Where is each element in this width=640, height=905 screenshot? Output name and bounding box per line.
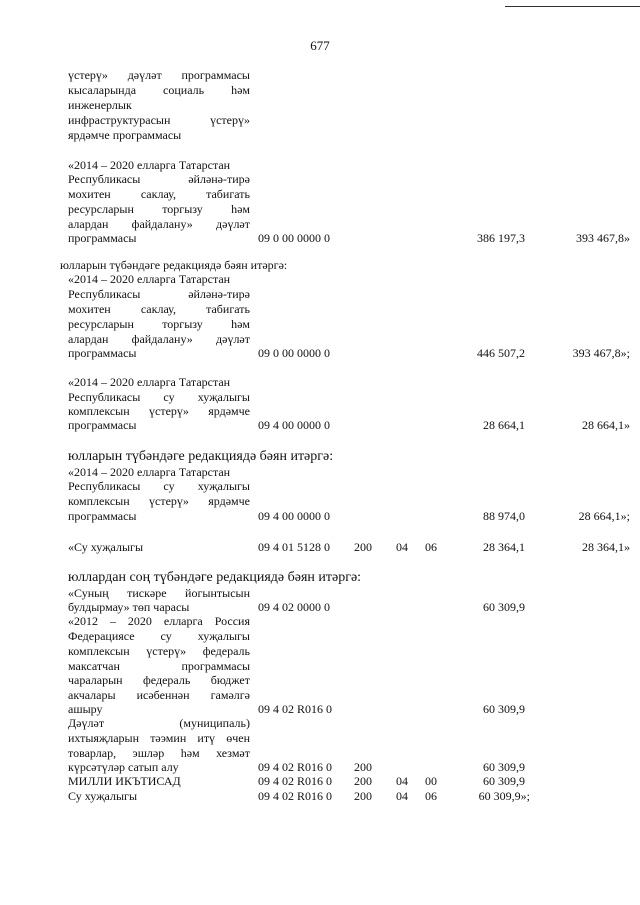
text-line: ашыру	[68, 702, 103, 716]
amount-first: 60 309,9»;	[478, 789, 530, 803]
instruction-text: юллардан соң түбәндәге редакциядә бәян итәргә:	[68, 570, 362, 585]
text-line: күрсәтүләр сатып алу	[68, 760, 179, 774]
text-line: комплексын үстерү» федераль	[68, 644, 250, 658]
target-code: 09 4 01 5128 0	[258, 540, 330, 554]
row-label: «Су хуҗалыгы	[68, 540, 144, 554]
amount-first: 88 974,0	[483, 509, 525, 523]
row-label: Су хуҗалыгы	[68, 789, 138, 803]
target-code: 09 4 02 R016 0	[258, 760, 333, 774]
text-line: алардан файдалану» дәүләт	[68, 332, 250, 346]
text-line: инфраструктурасын үстерү»	[68, 113, 250, 127]
section-code: 04	[396, 774, 408, 788]
text-line: Республикасы су хуҗалыгы	[68, 390, 250, 404]
subsection-code: 06	[425, 540, 437, 554]
text-line: ярдәмче программасы	[68, 128, 182, 142]
target-code: 09 0 00 0000 0	[258, 346, 330, 360]
instruction-text: юлларын түбәндәге редакциядә бәян итәргә:	[68, 449, 334, 464]
amount-first: 446 507,2	[477, 346, 525, 360]
expense-type: 200	[354, 774, 372, 788]
text-line: «2012 – 2020 елларга Россия	[68, 614, 250, 628]
text-line: Республикасы әйләнә-тирә	[68, 287, 250, 301]
text-line: товарлар, эшләр һәм хезмәт	[68, 746, 250, 760]
amount-first: 60 309,9	[483, 760, 525, 774]
section-code: 04	[396, 789, 408, 803]
text-line: чараларын федераль бюджет	[68, 673, 250, 687]
text-line: программасы	[68, 418, 137, 432]
text-line: программасы	[68, 509, 137, 523]
expense-type: 200	[354, 540, 372, 554]
text-line: комплексын үстерү» ярдәмче	[68, 404, 250, 418]
text-line: «2014 – 2020 елларга Татарстан	[68, 465, 231, 479]
text-line: Республикасы су хуҗалыгы	[68, 479, 250, 493]
target-code: 09 4 00 0000 0	[258, 418, 330, 432]
target-code: 09 4 00 0000 0	[258, 509, 330, 523]
amount-first: 60 309,9	[483, 600, 525, 614]
target-code: 09 4 02 R016 0	[258, 774, 333, 788]
text-line: алардан файдалану» дәүләт	[68, 217, 250, 231]
target-code: 09 4 02 0000 0	[258, 600, 330, 614]
amount-first: 60 309,9	[483, 774, 525, 788]
subsection-code: 00	[425, 774, 437, 788]
text-line: «2014 – 2020 елларга Татарстан	[68, 158, 231, 172]
text-line: «Суның тискәре йогынтысын	[68, 586, 250, 600]
text-line: мохитен саклау, табигать	[68, 302, 250, 316]
section-code: 04	[396, 540, 408, 554]
text-line: Республикасы әйләнә-тирә	[68, 172, 250, 186]
text-line: ресурсларын торгызу һәм	[68, 202, 250, 216]
target-code: 09 4 02 R016 0	[258, 702, 333, 716]
target-code: 09 4 02 R016 0	[258, 789, 333, 803]
subsection-code: 06	[425, 789, 437, 803]
text-line: Федерациясе су хуҗалыгы	[68, 629, 250, 643]
page-number: 677	[310, 38, 330, 53]
text-line: кысаларында социаль һәм	[68, 83, 250, 97]
top-rule	[505, 6, 640, 7]
text-line: комплексын үстерү» ярдәмче	[68, 494, 250, 508]
text-line: максатчан программасы	[68, 659, 250, 673]
amount-first: 28 664,1	[483, 418, 525, 432]
text-line: инженерлык	[68, 98, 132, 112]
amount-second: 393 467,8»	[576, 231, 630, 245]
amount-second: 28 364,1»	[582, 540, 630, 554]
amount-first: 60 309,9	[483, 702, 525, 716]
text-line: программасы	[68, 231, 137, 245]
instruction-text: юлларын түбәндәге редакциядә бәян итәргә:	[60, 258, 288, 272]
text-line: «2014 – 2020 елларга Татарстан	[68, 272, 231, 286]
text-line: булдырмау» төп чарасы	[68, 600, 190, 614]
expense-type: 200	[354, 760, 372, 774]
text-line: программасы	[68, 346, 137, 360]
text-line: үстерү» дәүләт программасы	[68, 68, 250, 82]
amount-second: 393 467,8»;	[572, 346, 630, 360]
amount-second: 28 664,1»;	[578, 509, 630, 523]
text-line: Дәүләт (муниципаль)	[68, 716, 250, 730]
target-code: 09 0 00 0000 0	[258, 231, 330, 245]
expense-type: 200	[354, 789, 372, 803]
amount-second: 28 664,1»	[582, 418, 630, 432]
amount-first: 386 197,3	[477, 231, 525, 245]
row-label: МИЛЛИ ИКЪТИСАД	[68, 774, 181, 788]
amount-first: 28 364,1	[483, 540, 525, 554]
text-line: «2014 – 2020 елларга Татарстан	[68, 375, 231, 389]
text-line: ресурсларын торгызу һәм	[68, 317, 250, 331]
text-line: акчалары исәбеннән гамәлгә	[68, 688, 250, 702]
text-line: мохитен саклау, табигать	[68, 187, 250, 201]
text-line: ихтыяҗларын тәэмин итү өчен	[68, 731, 250, 745]
